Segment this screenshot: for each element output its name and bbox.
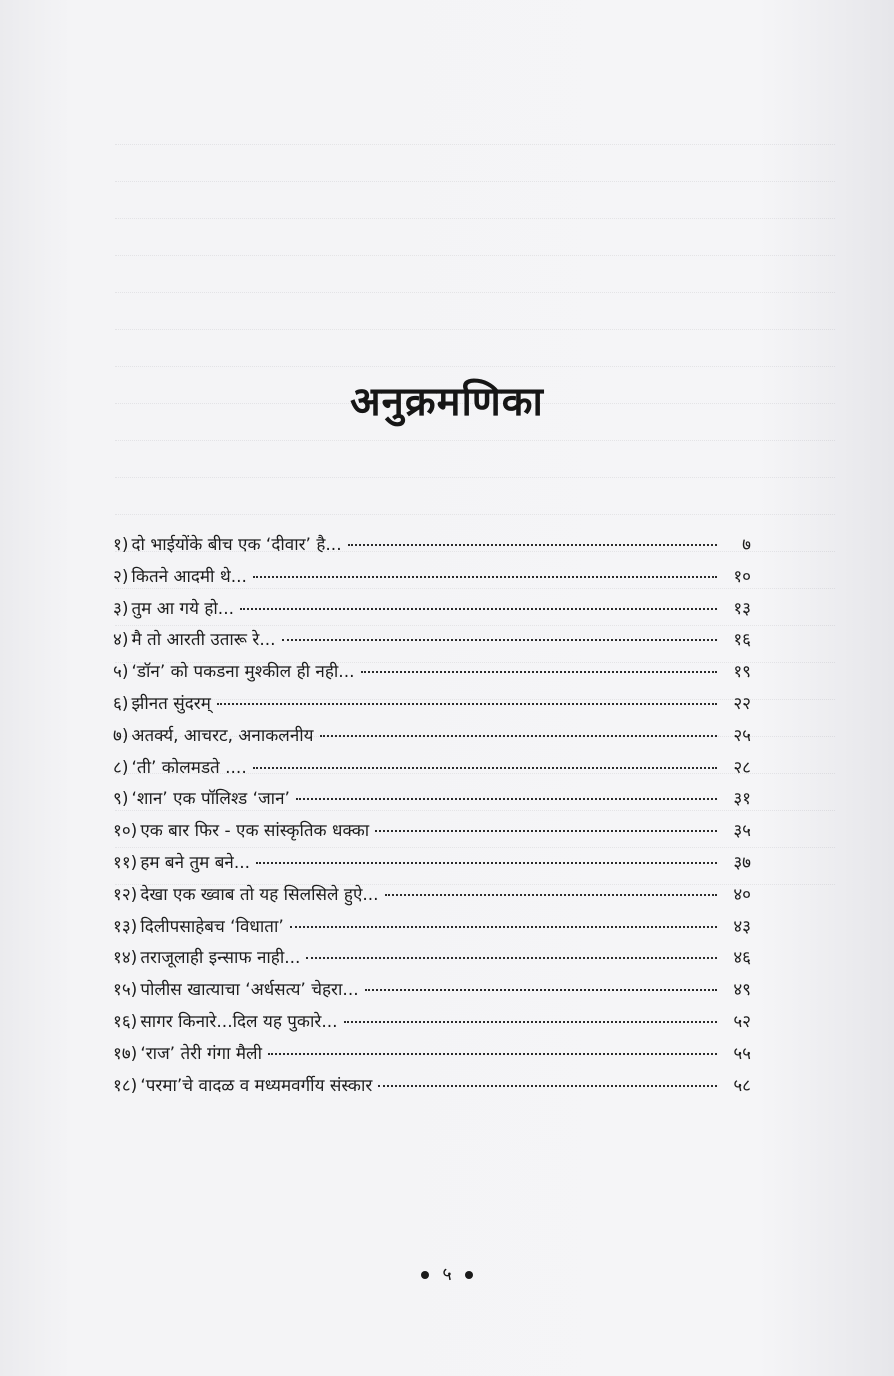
toc-entry <box>113 818 751 850</box>
page-title: अनुक्रमणिका <box>350 378 544 425</box>
toc-entry <box>113 691 751 723</box>
toc-entry-number: ११) <box>113 852 138 873</box>
bullet-icon <box>421 1271 429 1279</box>
toc-entry-page: २५ <box>733 725 751 746</box>
toc-entry-title: सागर किनारे...दिल यह पुकारे... <box>140 1011 338 1032</box>
page-number: ५ <box>442 1264 452 1285</box>
toc-entry <box>113 1009 751 1041</box>
toc-entry-number: ८) <box>113 757 129 778</box>
toc-entry-number: १४) <box>113 948 138 969</box>
toc-entry-number: ५) <box>113 662 129 683</box>
toc-entry <box>113 564 751 596</box>
toc-entry-number: ७) <box>113 725 129 746</box>
dot-leader <box>268 1053 717 1055</box>
toc-entry-number: ६) <box>113 693 129 714</box>
toc-entry-number: १०) <box>113 821 138 842</box>
toc-entry-title: देखा एक ख्वाब तो यह सिलसिले हुऐ... <box>140 884 379 905</box>
toc-entry-title: हम बने तुम बने... <box>140 852 251 873</box>
toc-entry-title: तराजूलाही इन्साफ नाही... <box>140 948 301 969</box>
toc-entry-page: ३७ <box>733 852 751 873</box>
dot-leader <box>282 639 717 641</box>
toc-entry-page: १३ <box>733 598 751 619</box>
toc-entry-title: दो भाईयोंके बीच एक ‘दीवार’ है... <box>131 535 342 555</box>
toc-entry-page: ४६ <box>733 948 751 969</box>
toc-entry-title: ‘परमा’चे वादळ व मध्यमवर्गीय संस्कार <box>140 1075 373 1096</box>
table-of-contents <box>113 532 751 1104</box>
dot-leader <box>306 957 717 959</box>
toc-entry <box>113 850 751 882</box>
toc-entry-title: ‘राज’ तेरी गंगा मैली <box>140 1043 262 1064</box>
toc-entry-number: १३) <box>113 916 138 937</box>
toc-entry-number: ९) <box>113 789 129 810</box>
toc-entry <box>113 755 751 787</box>
dot-leader <box>217 703 717 705</box>
toc-entry-page: ४० <box>733 884 751 905</box>
toc-entry-number: १७) <box>113 1043 138 1064</box>
toc-entry-page: ५५ <box>733 1043 751 1064</box>
dot-leader <box>253 576 717 578</box>
dot-leader <box>344 1021 717 1023</box>
toc-entry-title: पोलीस खात्याचा ‘अर्धसत्य’ चेहरा... <box>140 980 359 1001</box>
toc-entry-page: ७ <box>742 535 751 555</box>
toc-entry-title: मै तो आरती उतारू रे... <box>131 630 276 651</box>
dot-leader <box>290 926 717 928</box>
toc-entry <box>113 786 751 818</box>
toc-entry-title: एक बार फिर - एक सांस्कृतिक धक्का <box>140 821 370 842</box>
toc-entry-number: १२) <box>113 884 138 905</box>
dot-leader <box>348 544 717 546</box>
toc-entry <box>113 914 751 946</box>
toc-entry-title: दिलीपसाहेबच ‘विधाता’ <box>140 916 284 937</box>
dot-leader <box>365 989 717 991</box>
bullet-icon <box>465 1271 473 1279</box>
toc-entry-page: ५२ <box>733 1011 751 1032</box>
toc-entry-page: ४९ <box>733 980 751 1001</box>
toc-entry-title: अतर्क्य, आचरट, अनाकलनीय <box>131 725 314 746</box>
dot-leader <box>240 608 717 610</box>
toc-entry-number: १) <box>113 535 129 555</box>
toc-entry-title: झीनत सुंदरम् <box>131 693 211 714</box>
page-footer <box>0 1262 894 1286</box>
toc-entry-title: तुम आ गये हो... <box>131 598 234 619</box>
toc-entry <box>113 882 751 914</box>
toc-entry-number: २) <box>113 566 129 587</box>
toc-entry-number: १५) <box>113 980 138 1001</box>
toc-entry-page: २२ <box>733 693 751 714</box>
dot-leader <box>256 862 717 864</box>
dot-leader <box>385 894 717 896</box>
toc-entry <box>113 1073 751 1105</box>
toc-entry-number: १६) <box>113 1011 138 1032</box>
toc-entry-title: ‘डॉन’ को पकडना मुश्कील ही नही... <box>131 662 355 683</box>
toc-entry-title: ‘शान’ एक पॉलिश्ड ‘जान’ <box>131 789 290 810</box>
toc-entry <box>113 659 751 691</box>
toc-entry <box>113 723 751 755</box>
dot-leader <box>320 735 717 737</box>
toc-entry-title: कितने आदमी थे... <box>131 566 247 587</box>
toc-entry <box>113 532 751 564</box>
toc-entry <box>113 627 751 659</box>
dot-leader <box>296 798 717 800</box>
toc-entry-page: ४३ <box>733 916 751 937</box>
toc-entry-page: ५८ <box>733 1075 751 1096</box>
toc-entry-number: १८) <box>113 1075 138 1096</box>
toc-entry-page: २८ <box>733 757 751 778</box>
toc-entry-page: ३५ <box>733 821 751 842</box>
toc-entry <box>113 977 751 1009</box>
toc-entry-number: ४) <box>113 630 129 651</box>
dot-leader <box>378 1085 717 1087</box>
toc-entry <box>113 596 751 628</box>
dot-leader <box>375 830 717 832</box>
toc-entry-title: ‘ती’ कोलमडते .... <box>131 757 247 778</box>
toc-entry-page: ३१ <box>733 789 751 810</box>
toc-entry-page: १० <box>733 566 751 587</box>
toc-entry <box>113 945 751 977</box>
dot-leader <box>253 767 717 769</box>
dot-leader <box>361 671 717 673</box>
toc-entry-page: १६ <box>733 630 751 651</box>
toc-entry-page: १९ <box>733 662 751 683</box>
toc-entry-number: ३) <box>113 598 129 619</box>
toc-entry <box>113 1041 751 1073</box>
